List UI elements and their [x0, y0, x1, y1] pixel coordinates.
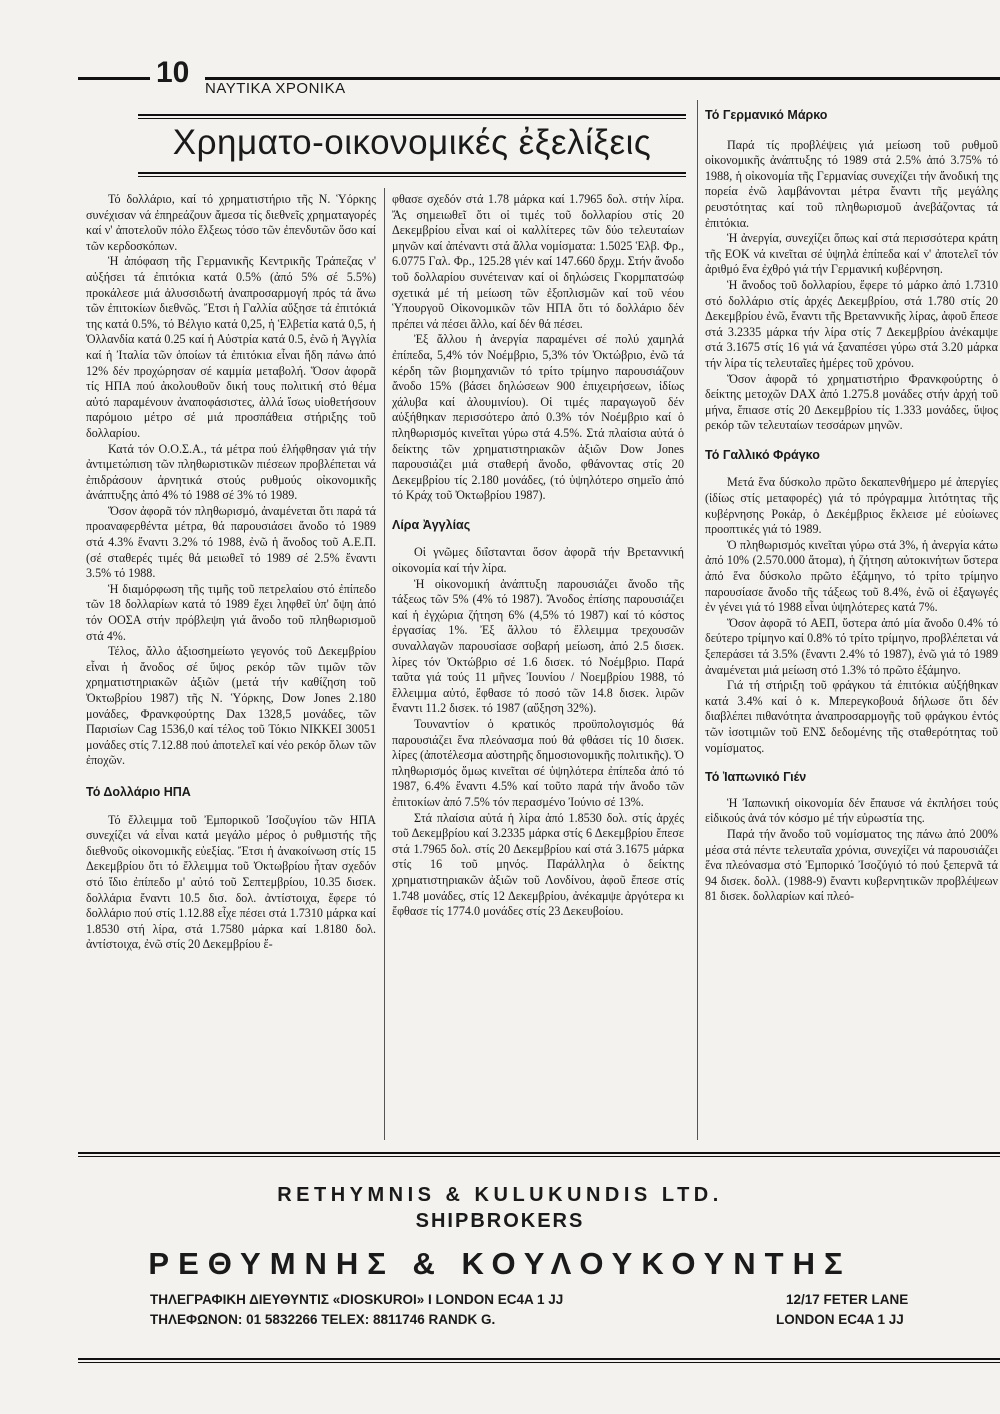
advert-telegraphic-address: ΤΗΛΕΓΡΑΦΙΚΗ ΔΙΕΥΘΥΝΤΙΣ «DIOSKUROI» I LONDON EC4A 1 JJ [150, 1292, 564, 1307]
paragraph: Τέλος, ἄλλο ἀξιοσημείωτο γεγονός τοῦ Δεκεμβρίου εἶναι ἡ ἄνοδος σέ ὕψος ρεκόρ τῶν τιμῶν τῶν χρηματιστηριακῶν ἀξιῶν (μετά τήν καθίζηση τοῦ Ὀκτωβρίου 1987) τῆς Ν. Ὑόρκης, Dow Jones 2.180 μονάδες, Φρανκφούρτης Dax 1328,5 μονάδες, τῶν Παρισίων Cag 1536,0 καί τέλος τοῦ Τόκιο ΝΙΚΚΕΙ 30051 μονάδες στίς 7.12.88 πού ἀποτελεῖ καί νέο ρεκόρ ὅλων τῶν ἐποχῶν. [86, 644, 376, 768]
paragraph: Γιά τή στήριξη τοῦ φράγκου τά ἐπιτόκια αὐξήθηκαν κατά 3.4% καί ὁ κ. Μπερεγκοβουά δήλωσε ὅτι δέν διαβλέπει πιθανότητα ἀναπροσαρμογῆς τοῦ φράγκου ἐντός τῶν ἰσοτιμιῶν τοῦ ΕΝΣ δεδομένης τῆς σταθερότητας τοῦ νομίσματος. [705, 678, 998, 755]
subheading-pound: Λίρα Ἀγγλίας [392, 517, 471, 532]
subheading-franc: Τό Γαλλικό Φράγκο [705, 447, 820, 462]
paragraph: Ἡ ἀπόφαση τῆς Γερμανικῆς Κεντρικῆς Τράπεζας ν' αὐξήσει τά ἐπιτόκια κατά 0.5% (ἀπό 5% σέ 5.5%) προκάλεσε μιά ἀλυσσιδωτή ἀναπροσαρμογή πρός τά ἄνω τῶν ἐπιτοκίων διεθνῶς. Ἔτσι ἡ Γαλλία αὔξησε τά ἐπιτόκιά της κατά 0.5%, τό Βέλγιο κατά 0,25, ἡ Ἑλβετία κατά 0,5, ἡ Ὁλλανδία κατά 0.25 καί ἡ Αὐστρία κατά 0.5, ἐνῶ ἡ Ἀγγλία καί ἡ Ἰταλία τῶν ὁποίων τά ἐπιτόκια εἶναι ἤδη πάνω ἀπό 12% δέν προχώρησαν σέ καμμία μεταβολή. Ὅσον ἀφορᾶ τίς ΗΠΑ πού ἀκολουθοῦν δική τους πολιτική στό θέμα αὐτό παραμένουν ἀναποφάσιστες, ἀλλά ἴσως υἱοθετήσουν παρόμοιο μέτρο σέ μιά προσπάθεια στήριξης τοῦ δολλαρίου. [86, 254, 376, 440]
paragraph: Τό δολλάριο, καί τό χρηματιστήριο τῆς Ν. Ὑόρκης συνέχισαν νά ἐπηρεάζουν ἄμεσα τίς διεθνεῖς χρηματαγορές καί ν' ἀποτελοῦν πόλο ἕλξεως τόσο τῶν ἐπενδυτῶν ὅσο καί τῶν κερδοσκόπων. [86, 192, 376, 253]
article-column-2 [392, 192, 684, 920]
advert-company-greek: ΡΕΘΥΜΝΗΣ & ΚΟΥΛΟΥΚΟΥΝΤΗΣ [148, 1246, 852, 1281]
column-divider [697, 100, 698, 1140]
paragraph: Ἐξ ἄλλου ἡ ἀνεργία παραμένει σέ πολύ χαμηλά ἐπίπεδα, 5,4% τόν Νοέμβριο, 5,3% τόν Ὀκτώβριο, ἐνῶ τά κέρδη τῶν βιομηχανιῶν τό τρίτο τρίμηνο παρουσιάζουν ἄνοδο 15% (βάσει δηλώσεων 900 ἐπιχειρήσεων, ἰδίως χάλυβα καί ἀλουμινίου). Οἱ τιμές παραγωγοῦ δέν αὐξήθηκαν περισσότερο ἀπό 0.3% τόν Νοέμβριο καί ὁ πληθωρισμός κινεῖται γύρω στά 4.5%. Στά πλαίσια αὐτά ὁ δείκτης τῶν χρηματιστηριακῶν ἀξιῶν Dow Jones παρουσιάζει μιά σταθερή ἄνοδο, φθάνοντας στίς 20 Δεκεμβρίου τίς 2.180 μονάδες, (τό ὑψηλότερο σημεῖο ἀπό τό Κράχ τοῦ Ὀκτωβρίου 1987). [392, 332, 684, 503]
header-rule-left [78, 77, 150, 80]
paragraph: Παρά τίς προβλέψεις γιά μείωση τοῦ ρυθμοῦ οἰκονομικῆς ἀνάπτυξης τό 1989 στά 2.5% ἀπό 3.75% τό 1988, ἡ οἰκονομία τῆς Γερμανίας συνεχίζει τήν ἄνοδική της πορεία ἐνῶ λαμβάνονται μέτρα ἔναντι τῆς μεγάλης ρευστότητας καί τοῦ πληθωρισμοῦ ἀνεβάζοντας τά ἐπιτόκια. [705, 137, 998, 230]
subheading-dollar: Τό Δολλάριο ΗΠΑ [86, 784, 191, 799]
article-column-3 [705, 108, 998, 905]
headline-rule-top-thin [138, 118, 686, 119]
paragraph: Ὅσον ἀφορᾶ τό ΑΕΠ, ὕστερα ἀπό μία ἄνοδο 0.4% τό δεύτερο τρίμηνο καί 0.8% τό τρίτο τρίμηνο, προβλέπεται νά ξεπεράσει τά 3.5% (ἔναντι 2.4% τό 1987), ἐνῶ γιά τό 1989 ἀναμένεται μιά μείωση στό 1.3% τό πρῶτο ἑξάμηνο. [705, 615, 998, 677]
paragraph: Οἱ γνῶμες διΐστανται ὅσον ἀφορᾶ τήν Βρεταννική οἰκονομία καί τήν λίρα. [392, 545, 684, 576]
paragraph: Τό ἔλλειμμα τοῦ Ἐμπορικοῦ Ἰσοζυγίου τῶν ΗΠΑ συνεχίζει νά εἶναι κατά μεγάλο μέρος ὁ ρυθμιστής τῆς διεθνοῦς οἰκονομικῆς εὐεξίας. Ἔτσι ἡ ἀνακοίνωση στίς 15 Δεκεμβρίου ὅτι τό ἔλλειμμα τοῦ Ὀκτωβρίου ἦταν σχεδόν στό ἴδιο ἐπίπεδο μ' αὐτό τοῦ Σεπτεμβρίου, 10.35 δισεκ. δολλάρια ἔναντι 10.5 δισ. δολ. ἀντίστοιχα, ἔφερε τό δολλάριο πού στίς 1.12.88 εἶχε πέσει στά 1.7310 μάρκα καί 1.8530 στή λίρα, στά 1.7580 μάρκα καί 1.8180 δολ. ἀντίστοιχα, ἐνῶ στίς 20 Δεκεμβρίου ἔ- [86, 812, 376, 952]
paragraph: Τουναντίον ὁ κρατικός προϋπολογισμός θά παρουσιάζει ἕνα πλεόνασμα πού θά φθάσει τίς 10 δισεκ. λίρες (ἀποτέλεσμα αὐστηρῆς δημοσιονομικῆς πολιτικῆς). Ὁ πληθωρισμός ὅμως κινεῖται σέ ὑψηλότερα ἐπίπεδα ἀπό τό 1987, 6.4% ἔναντι 4.5% καί τοῦτο παρά τήν ἄνοδο τῶν ἐπιτοκίων ἀπό 7.5% τόν περασμένο Ἰούνιο σέ 13%. [392, 717, 684, 809]
headline: Χρηματο-οικονομικές ἐξελίξεις [172, 123, 652, 162]
publication-name: ΝΑΥΤΙΚΑ ΧΡΟΝΙΚΑ [205, 80, 346, 97]
headline-rule-top [138, 114, 686, 116]
subheading-yen: Τό Ἰαπωνικό Γιέν [705, 770, 807, 785]
paragraph: Ὅσον ἀφορᾶ τό χρηματιστήριο Φρανκφούρτης ὁ δείκτης μετοχῶν DAX ἀπό 1.275.8 μονάδες στήν ἀρχή τοῦ μήνα, ἔπιασε στίς 20 Δεκεμβρίου τίς 1.333 μονάδες, ὕψος ρεκόρ τῶν τελευταίων τεσσάρων μηνῶν. [705, 371, 998, 433]
advert-rule-top-thin [78, 1156, 1000, 1157]
paragraph: Ὅσον ἀφορᾶ τόν πληθωρισμό, ἀναμένεται ὅτι παρά τά προαναφερθέντα μέτρα, θά παρουσιάσει ἄνοδο τό 1989 στά 4.3% ἔναντι 3.2% τό 1988, ἐνῶ ἡ ἄνοδος τοῦ Α.Ε.Π. (σέ σταθερές τιμές θά μειωθεῖ τό 1989 σέ 2.5% ἔναντι 3.5% τό 1988. [86, 503, 376, 581]
advert-rule-top [78, 1152, 1000, 1154]
headline-rule-bottom-thin [138, 176, 686, 177]
column-divider [384, 188, 385, 1140]
advert-shipbrokers: SHIPBROKERS [415, 1210, 585, 1232]
paragraph: Ἡ ἄνοδος τοῦ δολλαρίου, ἔφερε τό μάρκο ἀπό 1.7310 στό δολλάριο στίς ἀρχές Δεκεμβρίου, στά 1.780 στίς 20 Δεκεμβρίου ἐνῶ, ἔναντι τῆς Βρεταννικῆς λίρας, ἀφοῦ ἔπεσε στά 3.2335 μάρκα τήν λίρα στίς 7 Δεκεμβρίου ἀνέκαμψε στά 3.1675 στίς 16 γιά νά ξαναπέσει γύρω στά 3.20 μάρκα τήν λίρα τίς τελευταῖες ἡμέρες τοῦ χρόνου. [705, 277, 998, 370]
advert-rule-bottom-thin [78, 1362, 1000, 1363]
page-number: 10 [156, 56, 190, 89]
paragraph: Στά πλαίσια αὐτά ἡ λίρα ἀπό 1.8530 δολ. στίς ἀρχές τοῦ Δεκεμβρίου καί 3.2335 μάρκα στίς 6 Δεκεμβρίου ἔπεσε στά 1.7965 δολ. στίς 20 Δεκεμβρίου καί στά 3.1675 μάρκα στίς 16 τοῦ μηνός. Παράλληλα ὁ δείκτης χρηματιστηριακῶν ἀξιῶν τοῦ Λονδίνου, ἀφοῦ ἔπεσε στίς 1.748 μονάδες, στίς 12 Δεκεμβρίου, ἀνέκαμψε ἀργότερα κι ἔφθασε τίς 1774.0 μονάδες στίς 23 Δεκευβοίου. [392, 810, 684, 919]
paragraph: Ἡ ἀνεργία, συνεχίζει ὅπως καί στά περισσότερα κράτη τῆς ΕΟΚ νά κινεῖται σέ ὑψηλά ἐπίπεδα καί ν' ἀποτελεῖ τόν ἀριθμό ἕνα ἐχθρό γιά τήν Γερμανική κυβέρνηση. [705, 231, 998, 277]
paragraph: Ἡ διαμόρφωση τῆς τιμῆς τοῦ πετρελαίου στό ἐπίπεδο τῶν 18 δολλαρίων κατά τό 1989 ἔχει ληφθεῖ ὑπ' ὄψη ἀπό τόν ΟΟΣΑ στήν πρόβλεψη γιά ἄνοδο τοῦ πληθωρισμοῦ στά 4%. [86, 581, 376, 643]
paragraph: φθασε σχεδόν στά 1.78 μάρκα καί 1.7965 δολ. στήν λίρα. Ἄς σημειωθεῖ ὅτι οἱ τιμές τοῦ δολλαρίου στίς 20 Δεκεμβρίου εἶναι καί οἱ καλλίτερες τῶν δύο τελευταίων μηνῶν καί ἀπέναντι στά ἄλλα νομίσματα: 1.5025 Ἑλβ. Φρ., 6.0775 Γαλ. Φρ., 125.28 γιέν καί 147.660 δρχμ. Στήν ἄνοδο τοῦ δολλαρίου συνέτειναν καί οἱ δηλώσεις Γκορμπατσώφ σχετικά μέ τή μείωση τῶν ἐξοπλισμῶν καί τοῦ νέου Ὑπουργοῦ Οἰκονομικῶν τῶν ΗΠΑ ὅτι τό δολλάριο δέν πρέπει νά πέσει ἄλλο, καί δέν θά πέσει. [392, 192, 684, 331]
subheading-mark: Τό Γερμανικό Μάρκο [705, 108, 828, 122]
advert-company-latin: RETHYMNIS & KULUKUNDIS LTD. [277, 1184, 723, 1206]
paragraph: Παρά τήν ἄνοδο τοῦ νομίσματος της πάνω ἀπό 200% μέσα στά πέντε τελευταῖα χρόνια, συνεχίζει νά παρουσιάζει ἕνα πλεόνασμα στό Ἐμπορικό Ἰσοζύγιό τό πού ξεπερνᾶ τά 94 δισεκ. δολλ. (1988-9) ἔναντι κυβερνητικῶν προβλέψεων 81 δισεκ. δολλαρίων καί πλεό- [705, 826, 998, 904]
paragraph: Ἡ οἰκονομική ἀνάπτυξη παρουσιάζει ἄνοδο τῆς τάξεως τῶν 5% (4% τό 1987). Ἄνοδος ἐπίσης παρουσιάζει καί ἡ ἐγχώρια ζήτηση 6% (4,5% τό 1987) καί τό κόστος ἐργασίας 1%. Ἐξ ἄλλου τό ἔλλειμμα τρεχουσῶν συναλλαγῶν παρουσίασε σοβαρή μείωση, ἀπό 2.5 δισεκ. λίρες τόν Ὀκτώβριο σέ 1.6 δισεκ. τό Νοέμβριο. Παρά ταῦτα γιά τούς 11 μῆνες Ἰουνίου / Νοεμβρίου 1988, τό ἔλλειμμα αὐτό, ἔφθασε τό ποσό τῶν 14.8 δισεκ. λιρῶν ἔναντι 11.2 δισεκ. τό 1987 (αὔξηση 32%). [392, 576, 684, 716]
paragraph: Μετά ἕνα δύσκολο πρῶτο δεκαπενθήμερο μέ ἀπεργίες (ἰδίως στίς μεταφορές) γιά τό πρόγραμμα λιτότητας τῆς κυβέρνησης Ροκάρ, ὁ Δεκέμβριος ἔκλεισε μέ εὐοίωνες προοπτικές γιά τό 1989. [705, 475, 998, 537]
advert-phone-telex: ΤΗΛΕΦΩΝΟΝ: 01 5832266 TELEX: 8811746 RANDK G. [150, 1312, 496, 1327]
advert-city: LONDON EC4A 1 JJ [776, 1312, 904, 1327]
article-column-1 [86, 192, 376, 953]
paragraph: Κατά τόν Ο.Ο.Σ.Α., τά μέτρα πού ἐλήφθησαν γιά τήν ἀντιμετώπιση τῶν πληθωριστικῶν πιέσεων προβλέπεται νά ἐπιδράσουν ἀρνητικά στούς ρυθμούς οἰκονομικῆς ἀνάπτυξης ἀπό 4% τό 1988 σέ 3% τό 1989. [86, 441, 376, 503]
headline-rule-bottom [138, 172, 686, 174]
paragraph: Ὁ πληθωρισμός κινεῖται γύρω στά 3%, ἡ ἀνεργία κάτω ἀπό 10% (2.570.000 ἄτομα), ἡ ζήτηση αὐτοκινήτων ὕστερα ἀπό ἕνα δύσκολο πρῶτο ἑξάμηνο, τό τρίτο τρίμηνο παρουσίασε ἄνοδο τῆς τάξεως τοῦ 8.4%, ἐνῶ οἱ ἐξαγωγές ἐν γένει γιά τό 1988 εἶναι ὑψηλότερες κατά 7%. [705, 537, 998, 615]
advert-street: 12/17 FETER LANE [786, 1292, 909, 1307]
paragraph: Ἡ Ἰαπωνική οἰκονομία δέν ἔπαυσε νά ἐκπλήσει τούς εἰδικούς ἀνά τόν κόσμο μέ τήν εὐρωστία της. [705, 795, 998, 826]
advert-rule-bottom [78, 1358, 1000, 1360]
